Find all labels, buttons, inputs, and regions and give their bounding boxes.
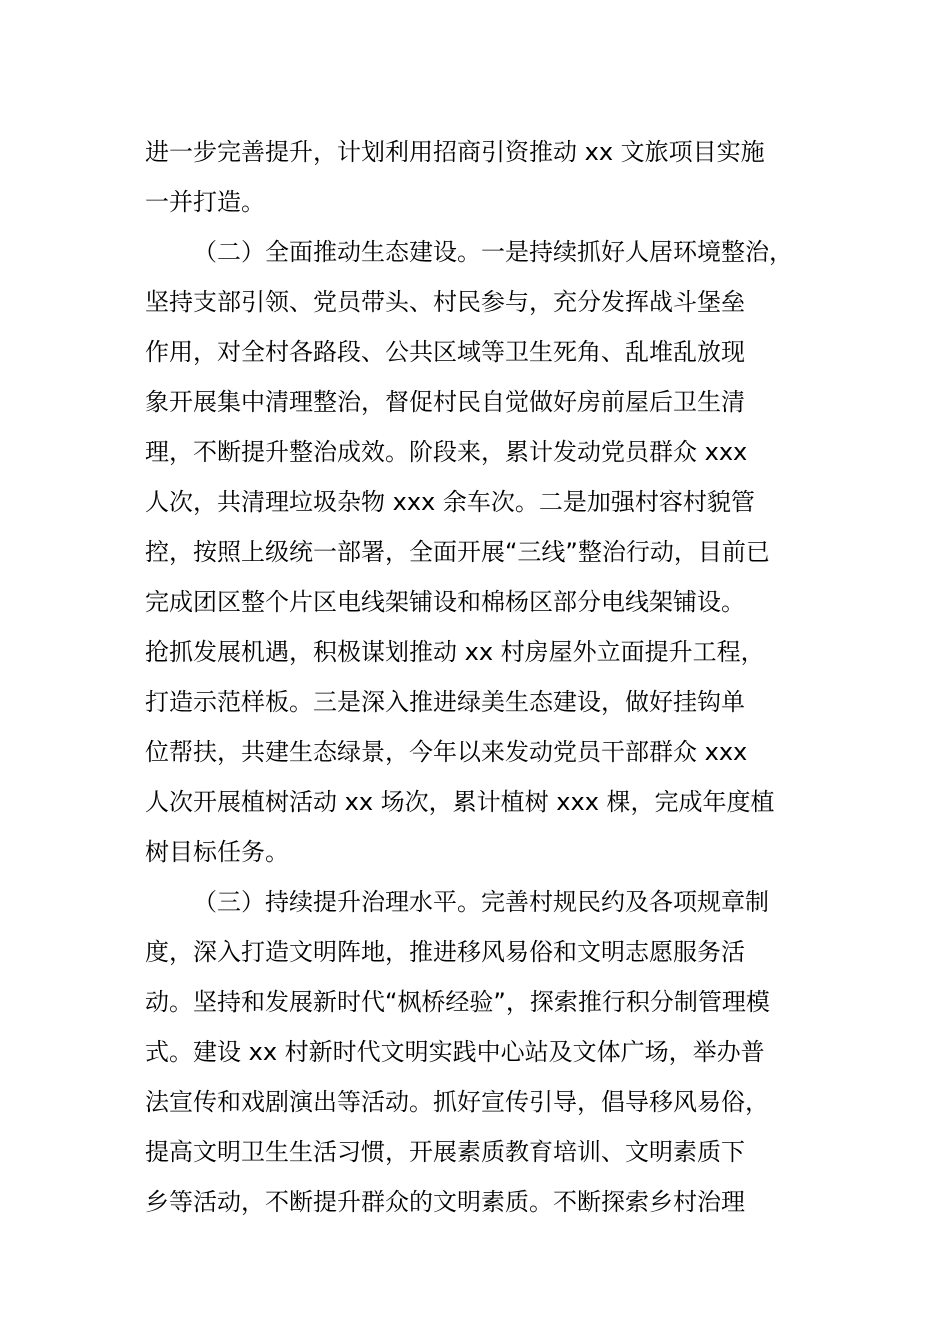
text-line: 理，不断提升整治成效。阶段来，累计发动党员群众 xxx: [145, 438, 748, 466]
body-text: [145, 127, 835, 1227]
text-line: 位帮扶，共建生态绿景，今年以来发动党员干部群众 xxx: [145, 738, 748, 766]
text-line: 坚持支部引领、党员带头、村民参与，充分发挥战斗堡垒: [145, 288, 745, 316]
text-line: 完成团区整个片区电线架铺设和棉杨区部分电线架铺设。: [145, 588, 745, 616]
text-line: 法宣传和戏剧演出等活动。抓好宣传引导，倡导移风易俗，: [145, 1088, 769, 1116]
text-line: 控，按照上级统一部署，全面开展“三线”整治行动，目前已: [145, 538, 770, 566]
text-line: 一并打造。: [145, 188, 265, 216]
text-line: 作用，对全村各路段、公共区域等卫生死角、乱堆乱放现: [145, 338, 745, 366]
text-line: 树目标任务。: [145, 838, 289, 866]
text-line: 进一步完善提升，计划利用招商引资推动 xx 文旅项目实施: [145, 138, 765, 166]
text-line: 打造示范样板。三是深入推进绿美生态建设，做好挂钩单: [145, 688, 745, 716]
text-line: 人次，共清理垃圾杂物 xxx 余车次。二是加强村容村貌管: [145, 488, 755, 516]
text-line: 提高文明卫生生活习惯，开展素质教育培训、文明素质下: [145, 1138, 745, 1166]
text-line: 人次开展植树活动 xx 场次，累计植树 xxx 棵，完成年度植: [145, 788, 775, 816]
text-line: 式。建设 xx 村新时代文明实践中心站及文体广场，举办普: [145, 1038, 765, 1066]
text-line: 象开展集中清理整治，督促村民自觉做好房前屋后卫生清: [145, 388, 745, 416]
section-heading-line: （三）持续提升治理水平。完善村规民约及各项规章制: [193, 888, 769, 916]
text-line: 动。坚持和发展新时代“枫桥经验”，探索推行积分制管理模: [145, 988, 770, 1016]
text-line: 乡等活动，不断提升群众的文明素质。不断探索乡村治理: [145, 1188, 745, 1216]
section-heading-line: （二）全面推动生态建设。一是持续抓好人居环境整治，: [193, 238, 793, 266]
text-line: 抢抓发展机遇，积极谋划推动 xx 村房屋外立面提升工程，: [145, 638, 765, 666]
text-line: 度，深入打造文明阵地，推进移风易俗和文明志愿服务活: [145, 938, 745, 966]
